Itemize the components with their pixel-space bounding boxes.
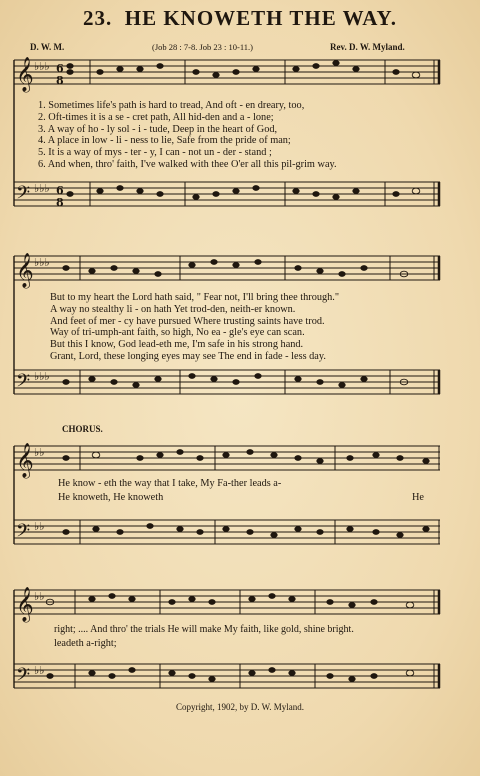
verse-line: But to my heart the Lord hath said, " Fear not, I'll bring thee through." <box>50 292 340 303</box>
verse-line: Grant, Lord, these longing eyes may see The end in fade - less day. <box>50 350 326 362</box>
flat-icon: ♭♭ <box>34 520 45 533</box>
chorus-label: CHORUS. <box>62 424 103 434</box>
treble-clef-icon: 𝄞 <box>16 57 34 92</box>
flat-icon: ♭♭♭ <box>34 370 50 383</box>
chorus-line: He knoweth, He knoweth <box>58 492 164 503</box>
verse-line: 5. It is a way of mys - ter - y, I can - not un - der - stand ; <box>38 147 272 159</box>
bass-clef-icon: 𝄢 <box>16 371 31 396</box>
bass-clef-icon: 𝄢 <box>16 183 31 208</box>
verse-line: 6. And when, thro' faith, I've walked with thee O'er all this pil-grim way. <box>38 158 337 170</box>
staff-system3-treble <box>14 446 440 470</box>
flat-icon: ♭♭♭ <box>34 256 50 269</box>
verses-part1 <box>38 100 337 171</box>
final-barlines <box>434 60 439 688</box>
flat-icon: ♭♭ <box>34 664 45 677</box>
verses-part2 <box>50 292 339 363</box>
chorus-line: leadeth a-right; <box>54 638 117 649</box>
time-signature-icon: 6 <box>56 184 64 197</box>
scripture-reference: (Job 28 : 7-8. Job 23 : 10-11.) <box>152 42 253 52</box>
note-group <box>67 61 420 78</box>
chorus-line: He know - eth the way that I take, My Fa-ther leads a- <box>58 478 282 489</box>
copyright-notice: Copyright, 1902, by D. W. Myland. <box>175 702 304 712</box>
verse-line: 1. Sometimes life's path is hard to tread, And oft - en dreary, too, <box>38 100 305 111</box>
chorus-line: He <box>412 492 425 503</box>
treble-clef-icon: 𝄞 <box>16 253 34 288</box>
verse-line: A way no stealthy li - on hath Yet trod-den, neith-er known. <box>50 303 296 315</box>
time-signature-icon: 8 <box>56 196 64 209</box>
treble-clef-icon: 𝄞 <box>16 587 34 622</box>
bass-clef-icon: 𝄢 <box>16 521 31 546</box>
flat-icon: ♭♭ <box>34 590 45 603</box>
verse-line: 2. Oft-times it is a se - cret path, All hid-den and a - lone; <box>38 111 274 123</box>
verse-line: Way of tri-umph-ant faith, so high, No ea - gle's eye can scan. <box>50 327 305 339</box>
staff-system2-treble <box>14 256 440 280</box>
hymn-number: 23. <box>82 6 113 30</box>
flat-icon: ♭♭♭ <box>34 60 50 73</box>
verse-line: And feet of mer - cy have pursued Where trusting saints have trod. <box>50 315 325 327</box>
verse-line: 3. A way of ho - ly sol - i - tude, Deep in the heart of God, <box>38 123 278 135</box>
flat-icon: ♭♭ <box>34 446 45 459</box>
staff-system1-treble <box>14 60 440 84</box>
verse-line: 4. A place in low - li - ness to lie, Safe from the pride of man; <box>38 135 291 147</box>
bass-clef-icon: 𝄢 <box>16 665 31 690</box>
hymn-title-text: HE KNOWETH THE WAY. <box>124 6 397 30</box>
treble-clef-icon: 𝄞 <box>16 443 34 478</box>
staff-system1-bass <box>14 182 440 206</box>
staff-system2-bass <box>14 370 440 394</box>
time-signature-icon: 6 <box>56 62 64 75</box>
time-signature-icon: 8 <box>56 74 64 87</box>
flat-icon: ♭♭♭ <box>34 182 50 195</box>
meter-label: D. W. M. <box>30 42 65 52</box>
verse-line: But this I know, God lead-eth me, I'm safe in his strong hand. <box>50 339 304 351</box>
author-credit: Rev. D. W. Myland. <box>330 42 405 52</box>
chorus-line: right; .... And thro' the trials He will make My faith, like gold, shine bright. <box>54 624 354 635</box>
